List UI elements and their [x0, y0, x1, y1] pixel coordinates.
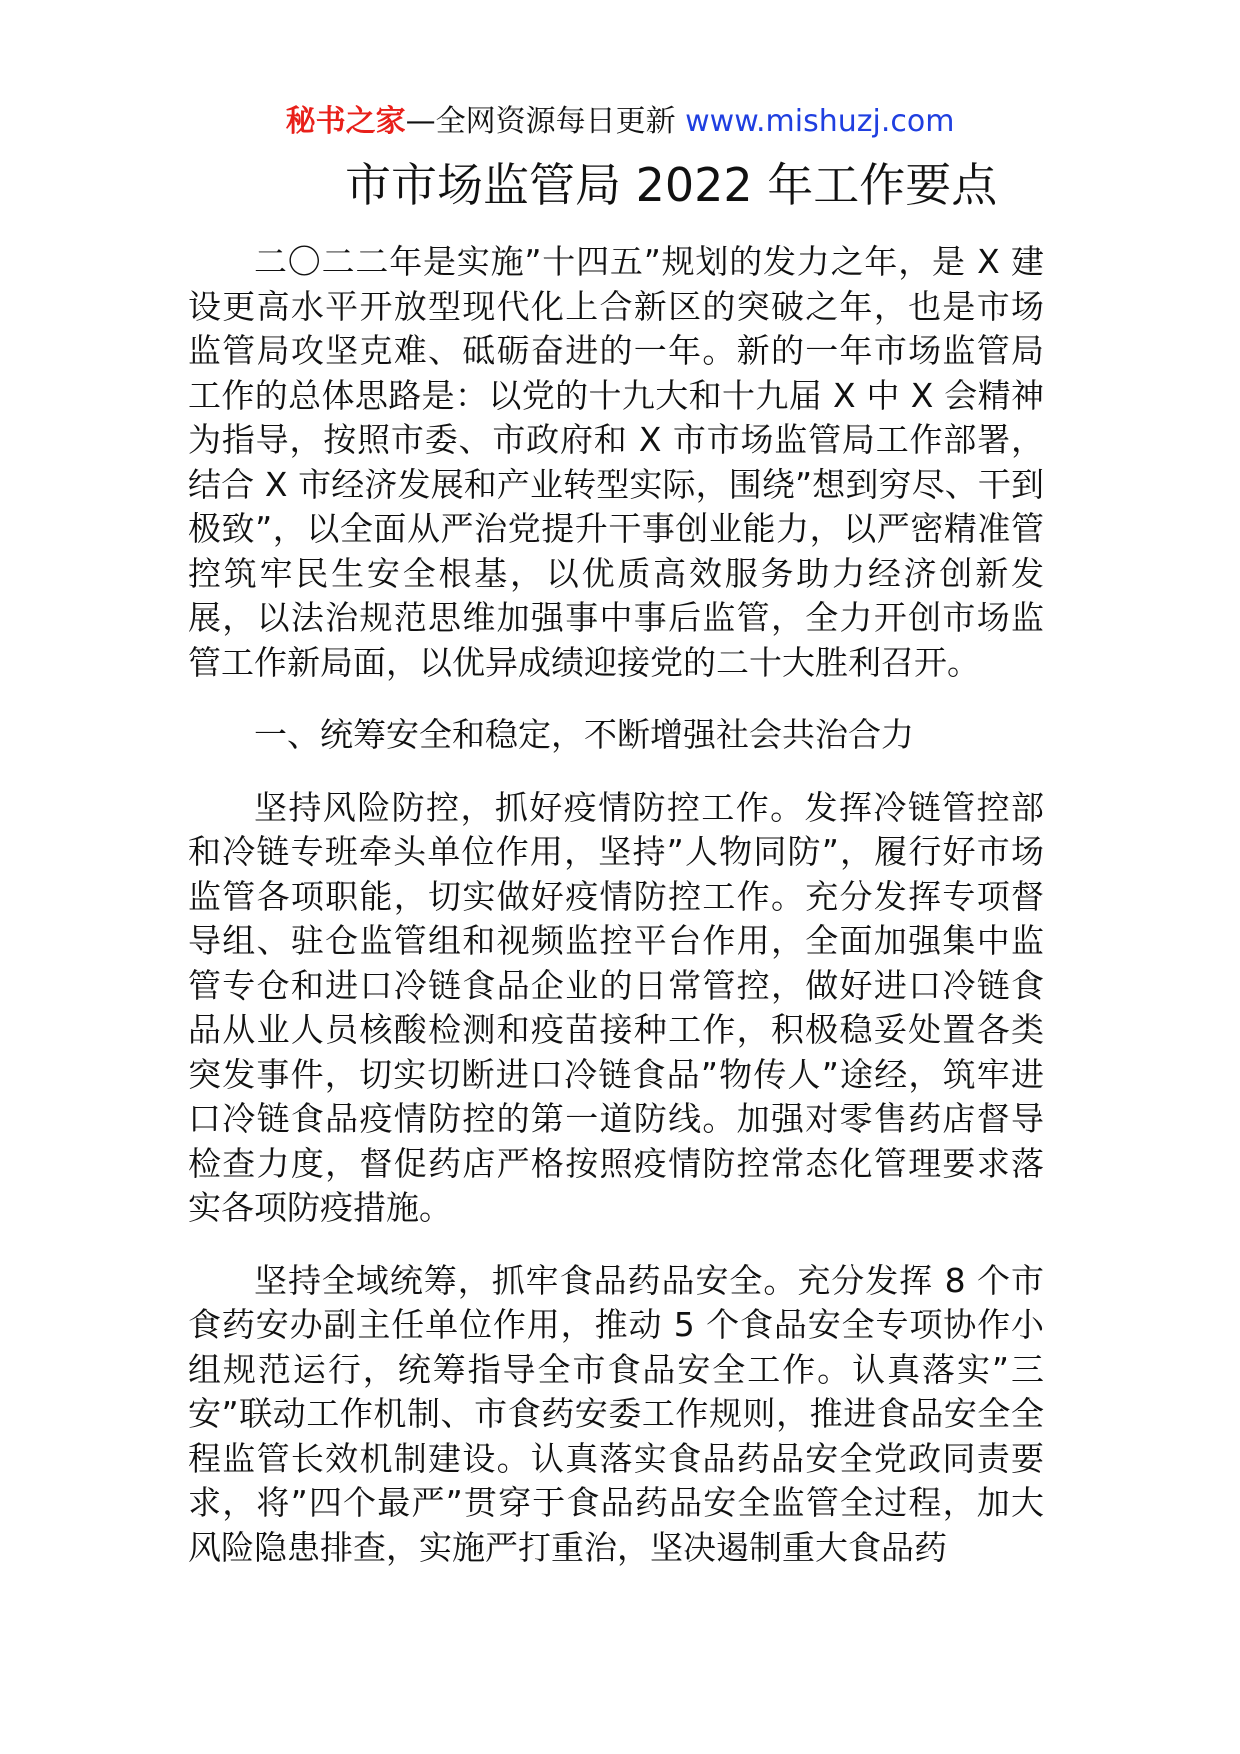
- site-url-link[interactable]: www.mishuzj.com: [685, 104, 955, 139]
- site-brand-name: 秘书之家: [285, 104, 406, 139]
- site-watermark-header: [0, 100, 1240, 144]
- document-body: [188, 240, 1044, 1598]
- intro-paragraph: 二〇二二年是实施”十四五”规划的发力之年，是 X 建设更高水平开放型现代化上合新区的突破之年，也是市场监管局攻坚克难、砥砺奋进的一年。新的一年市场监管局工作的总体思路是：以党的十九大和十九届 X 中 X 会精神为指导，按照市委、市政府和 X 市市场监管局工作部署，结合 X 市经济发展和产业转型实际，围绕”想到穷尽、干到极致”，以全面从严治党提升干事创业能力，以严密精准管控筑牢民生安全根基，以优质高效服务助力经济创新发展，以法治规范思维加强事中事后监管，全力开创市场监管工作新局面，以优异成绩迎接党的二十大胜利召开。: [188, 242, 1044, 682]
- body-paragraph-epidemic-control: 坚持风险防控，抓好疫情防控工作。发挥冷链管控部和冷链专班牵头单位作用，坚持”人物同防”，履行好市场监管各项职能，切实做好疫情防控工作。充分发挥专项督导组、驻仓监管组和视频监控平台作用，全面加强集中监管专仓和进口冷链食品企业的日常管控，做好进口冷链食品从业人员核酸检测和疫苗接种工作，积极稳妥处置各类突发事件，切实切断进口冷链食品”物传人”途经，筑牢进口冷链食品疫情防控的第一道防线。加强对零售药店督导检查力度，督促药店严格按照疫情防控常态化管理要求落实各项防疫措施。: [188, 787, 1044, 1227]
- section-heading: 一、统筹安全和稳定，不断增强社会共治合力: [254, 715, 914, 754]
- document-title: 市市场监管局 2022 年工作要点: [345, 158, 998, 212]
- body-paragraph-food-drug-safety: 坚持全域统筹，抓牢食品药品安全。充分发挥 8 个市食药安办副主任单位作用，推动 5 个食品安全专项协作小组规范运行，统筹指导全市食品安全工作。认真落实”三安”联动工作机制、市食药安委工作规则，推进食品安全全程监管长效机制建设。认真落实食品药品安全党政同责要求，将”四个最严”贯穿于食品药品安全监管全过程，加大风险隐患排查，实施严打重治，坚决遏制重大食品药: [188, 1260, 1044, 1567]
- site-tagline: —全网资源每日更新: [405, 104, 676, 139]
